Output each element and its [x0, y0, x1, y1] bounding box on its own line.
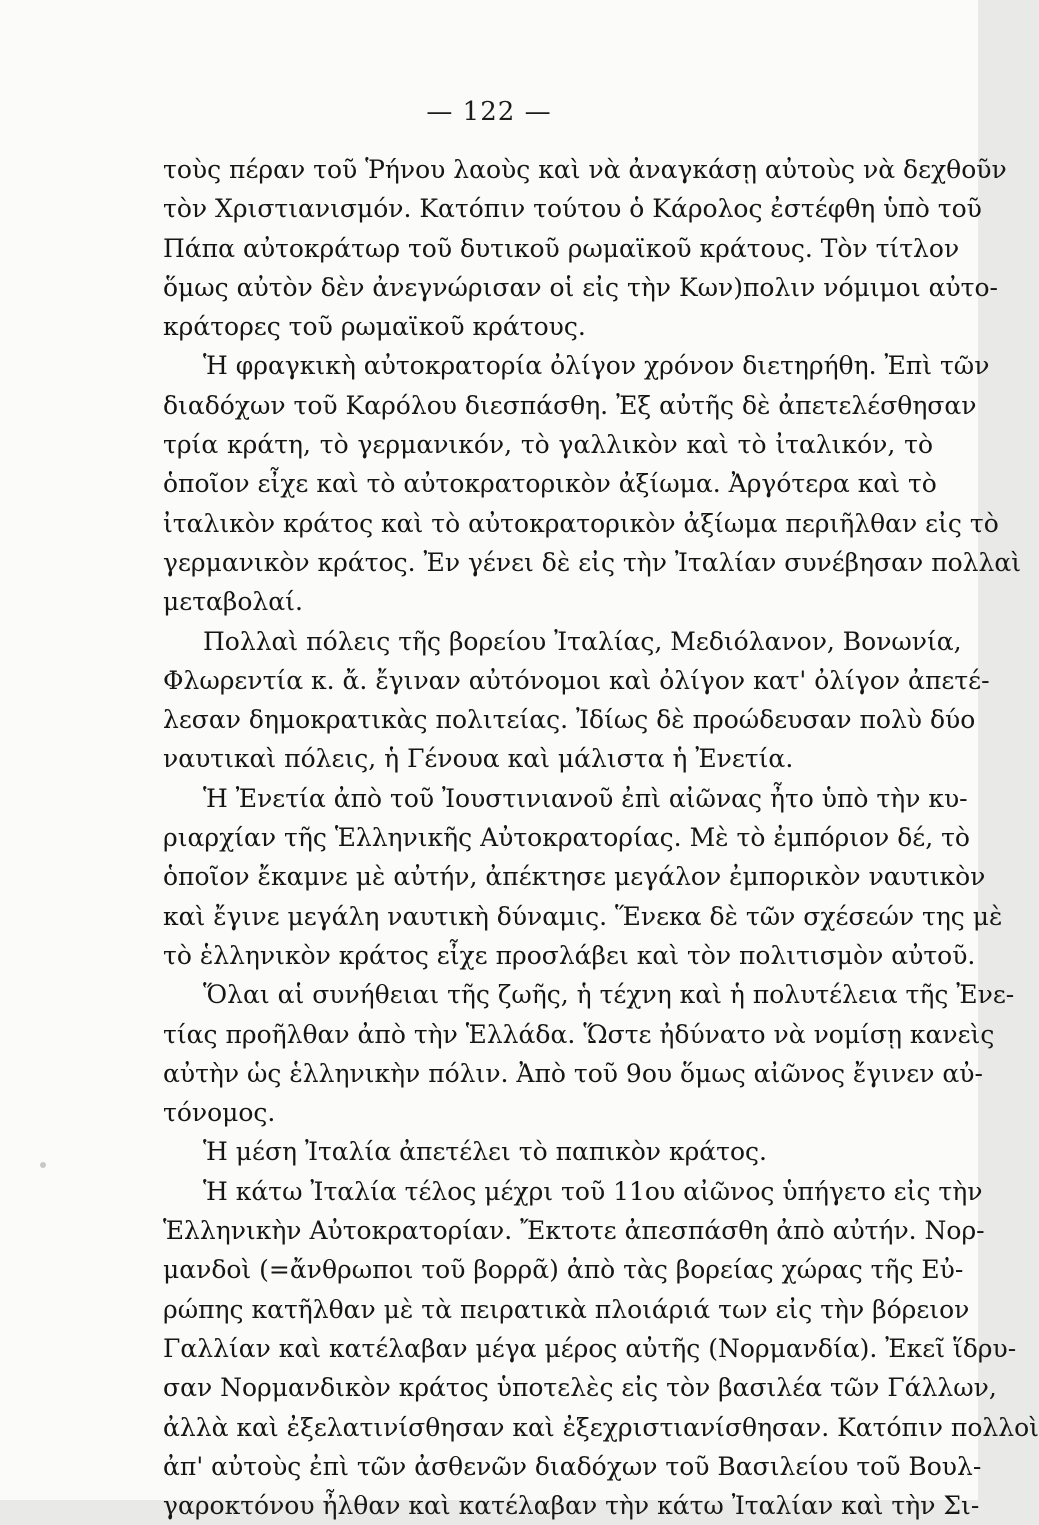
page-number: — 122 — — [426, 97, 552, 127]
text-line: τοὺς πέραν τοῦ Ῥήνου λαοὺς καὶ νὰ ἀναγκάσῃ αὐτοὺς νὰ δεχθοῦν — [163, 155, 1007, 184]
text-line: μεταβολαί. — [163, 587, 303, 617]
text-line: ὁποῖον ἔκαμνε μὲ αὐτήν, ἀπέκτησε μεγάλον ἐμπορικὸν ναυτικὸν — [163, 862, 986, 892]
text-line: ρώπης κατῆλθαν μὲ τὰ πειρατικὰ πλοιάριά των εἰς τὴν βόρειον — [163, 1294, 970, 1324]
text-line: τόνομος. — [163, 1098, 276, 1128]
text-line: Πάπα αὐτοκράτωρ τοῦ δυτικοῦ ρωμαϊκοῦ κράτους. Τὸν τίτλον — [163, 233, 960, 263]
text-line: ἰταλικὸν κράτος καὶ τὸ αὐτοκρατορικὸν ἀξίωμα περιῆλθαν εἰς τὸ — [163, 508, 999, 538]
text-line: τὸ ἑλληνικὸν κράτος εἶχε προσλάβει καὶ τὸν πολιτισμὸν αὐτοῦ. — [163, 940, 976, 970]
text-line: ριαρχίαν τῆς Ἑλληνικῆς Αὐτοκρατορίας. Μὲ τὸ ἐμπόριον δέ, τὸ — [163, 823, 970, 853]
paper-speck — [40, 1162, 46, 1168]
text-line: διαδόχων τοῦ Καρόλου διεσπάσθη. Ἐξ αὐτῆς δὲ ἀπετελέσθησαν — [163, 390, 977, 420]
text-line: γαροκτόνου ἦλθαν καὶ κατέλαβαν τὴν κάτω Ἰταλίαν καὶ τὴν Σι- — [163, 1491, 980, 1521]
text-line: Ὅλαι αἱ συνήθειαι τῆς ζωῆς, ἡ τέχνη καὶ ἡ πολυτέλεια τῆς Ἐνε- — [203, 980, 1015, 1010]
text-line: ἀλλὰ καὶ ἐξελατινίσθησαν καὶ ἐξεχριστιανίσθησαν. Κατόπιν πολλοὶ — [163, 1412, 1039, 1442]
text-line: Γαλλίαν καὶ κατέλαβαν μέγα μέρος αὐτῆς (Νορμανδία). Ἐκεῖ ἵδρυ- — [163, 1333, 1017, 1363]
text-line: Ἑλληνικὴν Αὐτοκρατορίαν. Ἔκτοτε ἀπεσπάσθη ἀπὸ αὐτήν. Νορ- — [163, 1216, 985, 1246]
text-line: τρία κράτη, τὸ γερμανικόν, τὸ γαλλικὸν καὶ τὸ ἰταλικόν, τὸ — [163, 430, 933, 460]
text-line: τὸν Χριστιανισμόν. Κατόπιν τούτου ὁ Κάρολος ἐστέφθη ὑπὸ τοῦ — [163, 194, 982, 224]
text-line: καὶ ἔγινε μεγάλη ναυτικὴ δύναμις. Ἕνεκα δὲ τῶν σχέσεών της μὲ — [163, 901, 1003, 931]
text-line: ὅμως αὐτὸν δὲν ἀνεγνώρισαν οἱ εἰς τὴν Κων)πολιν νόμιμοι αὐτο- — [163, 272, 998, 302]
text-line: λεσαν δημοκρατικὰς πολιτείας. Ἰδίως δὲ προώδευσαν πολὺ δύο — [163, 705, 976, 735]
text-line: Ἡ φραγκικὴ αὐτοκρατορία ὀλίγον χρόνον διετηρήθη. Ἐπὶ τῶν — [203, 351, 990, 381]
text-line: γερμανικὸν κράτος. Ἐν γένει δὲ εἰς τὴν Ἰταλίαν συνέβησαν πολλαὶ — [163, 547, 1022, 577]
text-line: τίας προῆλθαν ἀπὸ τὴν Ἑλλάδα. Ὥστε ἠδύνατο νὰ νομίσῃ κανεὶς — [163, 1019, 995, 1049]
text-line: Φλωρεντία κ. ἄ. ἔγιναν αὐτόνομοι καὶ ὀλίγον κατ' ὀλίγον ἀπετέ- — [163, 665, 990, 695]
text-line: κράτορες τοῦ ρωμαϊκοῦ κράτους. — [163, 312, 586, 342]
text-line: ναυτικαὶ πόλεις, ἡ Γένουα καὶ μάλιστα ἡ Ἐνετία. — [163, 744, 794, 774]
text-line: ὁποῖον εἶχε καὶ τὸ αὐτοκρατορικὸν ἀξίωμα. Ἀργότερα καὶ τὸ — [163, 469, 937, 499]
body-text — [163, 150, 1039, 1525]
text-line: Ἡ Ἐνετία ἀπὸ τοῦ Ἰουστινιανοῦ ἐπὶ αἰῶνας ἦτο ὑπὸ τὴν κυ- — [203, 783, 968, 813]
text-line: Ἡ μέση Ἰταλία ἀπετέλει τὸ παπικὸν κράτος. — [203, 1137, 767, 1167]
text-line: σαν Νορμανδικὸν κράτος ὑποτελὲς εἰς τὸν βασιλέα τῶν Γάλλων, — [163, 1373, 997, 1403]
text-line: ἀπ' αὐτοὺς ἐπὶ τῶν ἀσθενῶν διαδόχων τοῦ Βασιλείου τοῦ Βουλ- — [163, 1451, 982, 1481]
text-line: Πολλαὶ πόλεις τῆς βορείου Ἰταλίας, Μεδιόλανον, Βονωνία, — [203, 626, 962, 656]
text-line: Ἡ κάτω Ἰταλία τέλος μέχρι τοῦ 11ου αἰῶνος ὑπήγετο εἰς τὴν — [203, 1176, 983, 1206]
text-line: μανδοὶ (=ἄνθρωποι τοῦ βορρᾶ) ἀπὸ τὰς βορείας χώρας τῆς Εὐ- — [163, 1255, 964, 1285]
text-line: αὐτὴν ὡς ἑλληνικὴν πόλιν. Ἀπὸ τοῦ 9ου ὅμως αἰῶνος ἔγινεν αὐ- — [163, 1058, 983, 1088]
